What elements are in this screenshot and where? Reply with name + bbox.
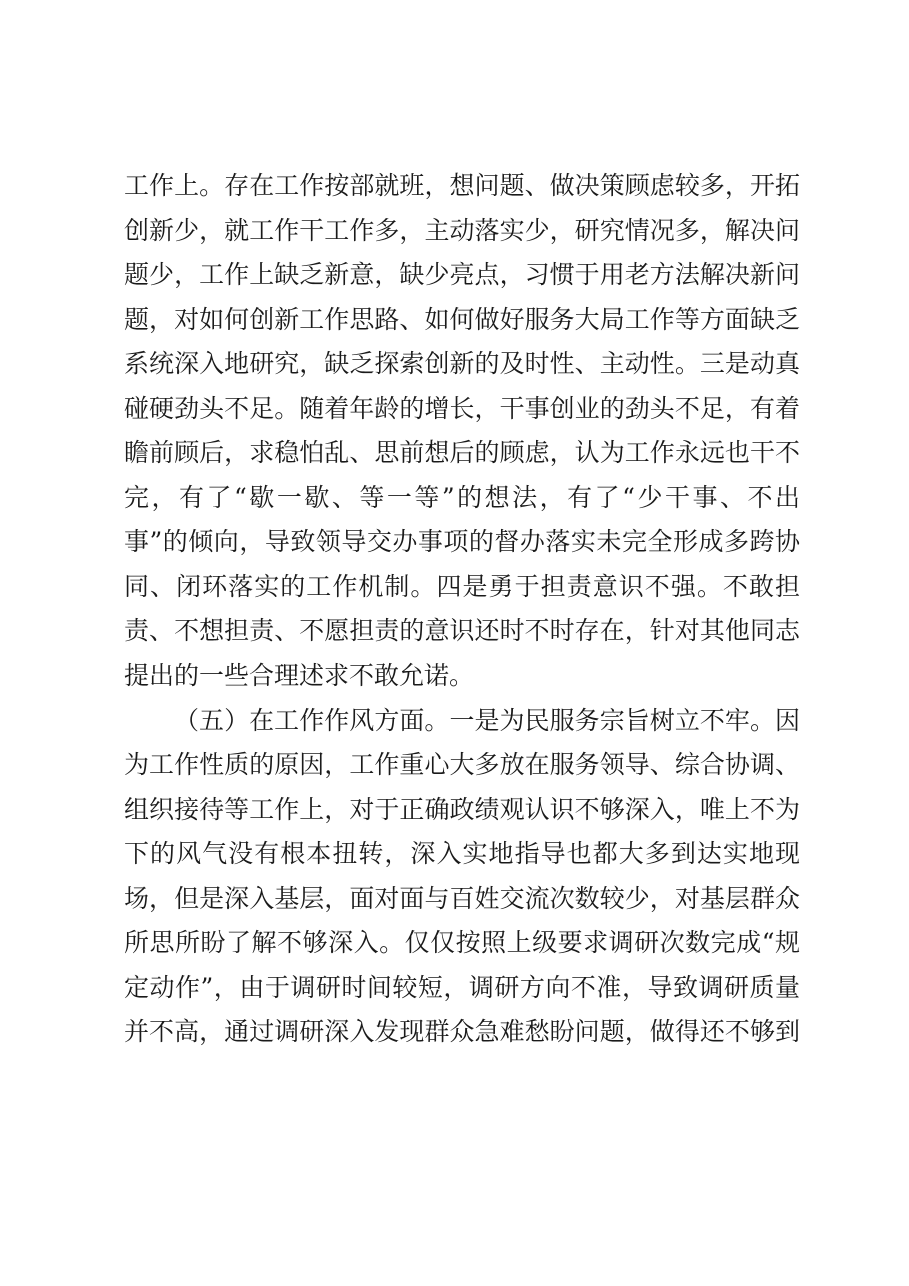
- text-line: 事”的倾向，导致领导交办事项的督办落实未完全形成多跨协: [124, 527, 800, 557]
- paragraph-end-line: 提出的一些合理述求不敢允诺。: [124, 661, 475, 691]
- text-line: 题，对如何创新工作思路、如何做好服务大局工作等方面缺乏: [124, 304, 800, 334]
- text-line: 工作上。存在工作按部就班，想问题、做决策顾虑较多，开拓: [124, 171, 800, 200]
- document-body: [124, 164, 800, 1055]
- text-line: 所思所盼了解不够深入。仅仅按照上级要求调研次数完成“规: [124, 928, 800, 958]
- text-line: 系统深入地研究，缺乏探索创新的及时性、主动性。三是动真: [124, 349, 800, 379]
- text-line: 完，有了“歇一歇、等一等”的想法，有了“少干事、不出: [124, 482, 800, 512]
- text-line: 并不高，通过调研深入发现群众急难愁盼问题，做得还不够到: [124, 1017, 800, 1047]
- text-line: 定动作”，由于调研时间较短，调研方向不准，导致调研质量: [124, 972, 800, 1002]
- section-heading-line: （五）在工作作风方面。一是为民服务宗旨树立不牢。因: [174, 705, 800, 735]
- text-line: 为工作性质的原因，工作重心大多放在服务领导、综合协调、: [124, 750, 800, 780]
- text-line: 责、不想担责、不愿担责的意识还时不时存在，针对其他同志: [124, 616, 800, 646]
- text-line: 组织接待等工作上，对于正确政绩观认识不够深入，唯上不为: [124, 794, 800, 824]
- text-line: 场，但是深入基层，面对面与百姓交流次数较少，对基层群众: [124, 883, 800, 913]
- text-line: 下的风气没有根本扭转，深入实地指导也都大多到达实地现: [124, 839, 800, 869]
- text-line: 瞻前顾后，求稳怕乱、思前想后的顾虑，认为工作永远也干不: [124, 438, 800, 468]
- text-line: 同、闭环落实的工作机制。四是勇于担责意识不强。不敢担: [124, 571, 800, 601]
- text-line: 碰硬劲头不足。随着年龄的增长，干事创业的劲头不足，有着: [124, 393, 800, 423]
- text-line: 创新少，就工作干工作多，主动落实少，研究情况多，解决问: [124, 215, 800, 245]
- text-line: 题少，工作上缺乏新意，缺少亮点，习惯于用老方法解决新问: [124, 260, 800, 290]
